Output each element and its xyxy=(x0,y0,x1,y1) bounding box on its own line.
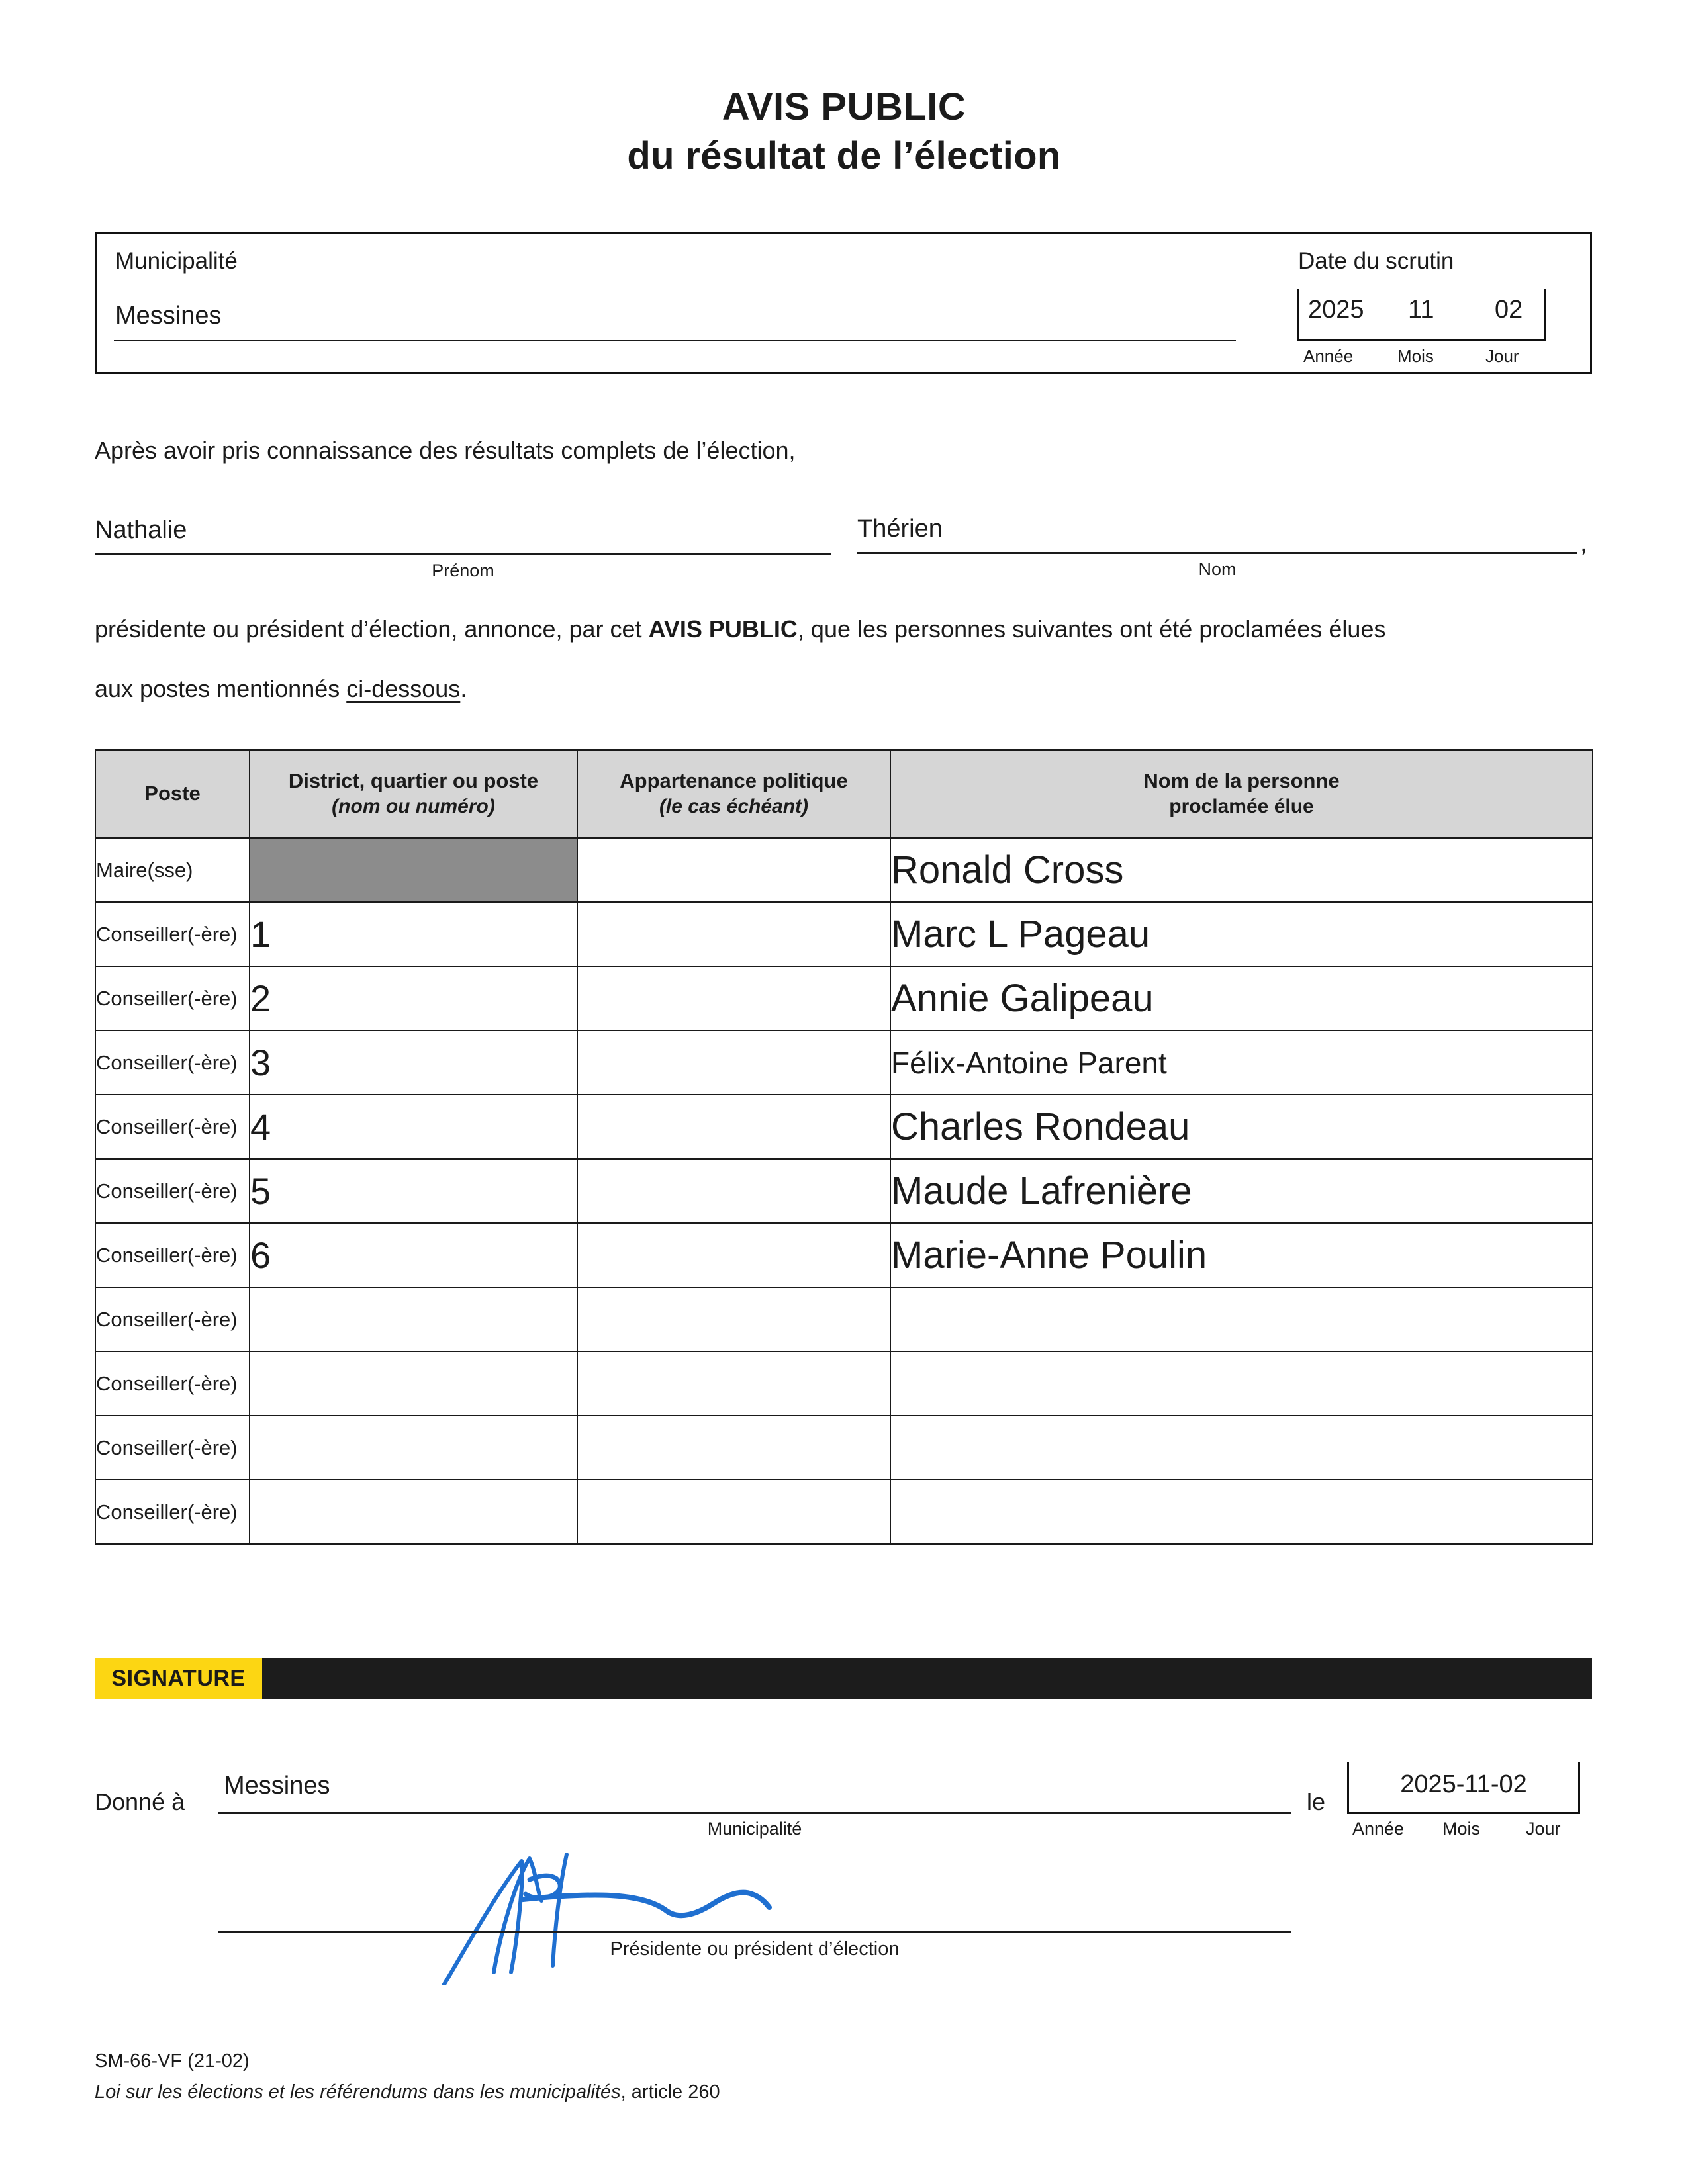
cell-appartenance xyxy=(577,1095,890,1159)
poll-date-year-caption: Année xyxy=(1303,346,1354,366)
column-header-poste xyxy=(95,750,250,838)
signing-date-year-caption: Année xyxy=(1352,1819,1405,1839)
cell-poste: Conseiller(-ère) xyxy=(95,1287,250,1351)
cell-elected-name: Félix-Antoine Parent xyxy=(890,1030,1593,1095)
table-head xyxy=(95,750,1593,838)
column-header-nom-main: Nom de la personne xyxy=(1143,769,1340,793)
poll-date-year: 2025 xyxy=(1308,296,1364,324)
officer-first-name-rule xyxy=(95,553,831,555)
signing-date-month-caption: Mois xyxy=(1442,1819,1481,1839)
cell-elected-name: Marie-Anne Poulin xyxy=(890,1223,1593,1287)
signature-rule xyxy=(218,1931,1291,1933)
proclamation-text-1: présidente ou président d’élection, annonce, par cet xyxy=(95,615,649,643)
cell-appartenance xyxy=(577,902,890,966)
cell-elected-name: Annie Galipeau xyxy=(890,966,1593,1030)
cell-appartenance xyxy=(577,966,890,1030)
table-row xyxy=(95,1480,1593,1544)
signature-banner-label: SIGNATURE xyxy=(95,1658,262,1699)
municipality-value: Messines xyxy=(115,302,222,330)
table-row xyxy=(95,1287,1593,1351)
cell-poste: Conseiller(-ère) xyxy=(95,1030,250,1095)
cell-poste: Conseiller(-ère) xyxy=(95,1480,250,1544)
table-row xyxy=(95,1223,1593,1287)
signing-date-day-caption: Jour xyxy=(1526,1819,1561,1839)
signing-date-value: 2025-11-02 xyxy=(1400,1770,1527,1798)
column-header-appartenance-sub: (le cas échéant) xyxy=(659,796,809,818)
cell-district xyxy=(250,1351,577,1416)
municipality-label: Municipalité xyxy=(115,248,238,274)
officer-last-name-caption: Nom xyxy=(1198,559,1237,579)
poll-date-day-caption: Jour xyxy=(1485,346,1519,366)
proclamation-paragraph xyxy=(95,615,1597,643)
municipality-rule xyxy=(114,340,1236,341)
cell-district xyxy=(250,1416,577,1480)
column-header-district-main: District, quartier ou poste xyxy=(288,769,539,793)
cell-elected-name: Ronald Cross xyxy=(890,838,1593,902)
cell-elected-name xyxy=(890,1480,1593,1544)
cell-appartenance xyxy=(577,1159,890,1223)
cell-poste: Conseiller(-ère) xyxy=(95,1416,250,1480)
cell-elected-name xyxy=(890,1416,1593,1480)
table-header-row xyxy=(95,750,1593,838)
column-header-district xyxy=(250,750,577,838)
proclamation-line2-text-2: . xyxy=(460,675,467,702)
law-article: , article 260 xyxy=(620,2081,720,2103)
cell-poste: Conseiller(-ère) xyxy=(95,966,250,1030)
officer-last-name-rule xyxy=(857,552,1577,554)
law-reference xyxy=(95,2081,720,2103)
table-row xyxy=(95,1159,1593,1223)
table-row xyxy=(95,902,1593,966)
cell-poste: Conseiller(-ère) xyxy=(95,902,250,966)
table-row xyxy=(95,1351,1593,1416)
cell-district xyxy=(250,1480,577,1544)
cell-district: 3 xyxy=(250,1030,577,1095)
law-title: Loi sur les élections et les référendums dans les municipalités xyxy=(95,2081,621,2103)
poll-date-day: 02 xyxy=(1495,296,1523,324)
cell-appartenance xyxy=(577,1287,890,1351)
handwritten-signature-icon xyxy=(437,1853,1165,1985)
cell-poste: Maire(sse) xyxy=(95,838,250,902)
cell-appartenance xyxy=(577,1223,890,1287)
officer-first-name: Nathalie xyxy=(95,516,187,544)
cell-elected-name xyxy=(890,1351,1593,1416)
poll-date-month-caption: Mois xyxy=(1397,346,1434,366)
table-row xyxy=(95,966,1593,1030)
ci-dessous-underlined: ci-dessous xyxy=(346,675,461,702)
cell-elected-name: Maude Lafrenière xyxy=(890,1159,1593,1223)
column-header-poste-main: Poste xyxy=(144,782,201,805)
table-row xyxy=(95,1095,1593,1159)
given-at-caption: Municipalité xyxy=(707,1819,802,1839)
cell-district: 5 xyxy=(250,1159,577,1223)
cell-elected-name: Marc L Pageau xyxy=(890,902,1593,966)
cell-poste: Conseiller(-ère) xyxy=(95,1351,250,1416)
intro-sentence: Après avoir pris connaissance des résultats complets de l’élection, xyxy=(95,437,796,464)
given-at-label: Donné à xyxy=(95,1788,185,1815)
election-results-table xyxy=(95,749,1593,1545)
officer-last-name: Thérien xyxy=(857,515,943,543)
column-header-appartenance xyxy=(577,750,890,838)
given-at-rule xyxy=(218,1812,1291,1814)
cell-elected-name: Charles Rondeau xyxy=(890,1095,1593,1159)
officer-first-name-caption: Prénom xyxy=(432,561,494,580)
signing-date-box xyxy=(1347,1762,1580,1814)
column-header-nom xyxy=(890,750,1593,838)
cell-poste: Conseiller(-ère) xyxy=(95,1159,250,1223)
cell-appartenance xyxy=(577,1416,890,1480)
cell-district: 2 xyxy=(250,966,577,1030)
le-label: le xyxy=(1307,1788,1326,1815)
column-header-nom-sub: proclamée élue xyxy=(1169,796,1314,818)
table-row xyxy=(95,1416,1593,1480)
cell-appartenance xyxy=(577,1480,890,1544)
proclamation-paragraph-line2 xyxy=(95,675,467,703)
cell-district xyxy=(250,838,577,902)
table-body xyxy=(95,838,1593,1544)
cell-district: 1 xyxy=(250,902,577,966)
table-row xyxy=(95,1030,1593,1095)
cell-poste: Conseiller(-ère) xyxy=(95,1095,250,1159)
cell-poste: Conseiller(-ère) xyxy=(95,1223,250,1287)
table-row xyxy=(95,838,1593,902)
cell-district: 4 xyxy=(250,1095,577,1159)
given-at-value: Messines xyxy=(224,1772,330,1799)
officer-name-comma: , xyxy=(1580,529,1587,557)
title-line-1: AVIS PUBLIC xyxy=(722,85,966,128)
page-title xyxy=(0,85,1688,179)
poll-date-box xyxy=(1297,289,1546,341)
poll-date-label: Date du scrutin xyxy=(1298,248,1454,274)
poll-date-month: 11 xyxy=(1408,296,1434,324)
cell-district xyxy=(250,1287,577,1351)
signature-banner xyxy=(95,1658,1592,1699)
cell-appartenance xyxy=(577,1351,890,1416)
avis-public-bold: AVIS PUBLIC xyxy=(648,615,798,643)
title-line-2: du résultat de l’élection xyxy=(627,134,1061,178)
column-header-district-sub: (nom ou numéro) xyxy=(332,796,495,818)
cell-appartenance xyxy=(577,838,890,902)
cell-appartenance xyxy=(577,1030,890,1095)
cell-district: 6 xyxy=(250,1223,577,1287)
proclamation-line2-text-1: aux postes mentionnés xyxy=(95,675,347,702)
proclamation-text-2: , que les personnes suivantes ont été proclamées élues xyxy=(797,615,1386,643)
form-code: SM-66-VF (21-02) xyxy=(95,2050,250,2071)
header-info-box xyxy=(95,232,1592,374)
signature-caption: Présidente ou président d’élection xyxy=(610,1938,900,1960)
column-header-appartenance-main: Appartenance politique xyxy=(620,769,848,793)
cell-elected-name xyxy=(890,1287,1593,1351)
